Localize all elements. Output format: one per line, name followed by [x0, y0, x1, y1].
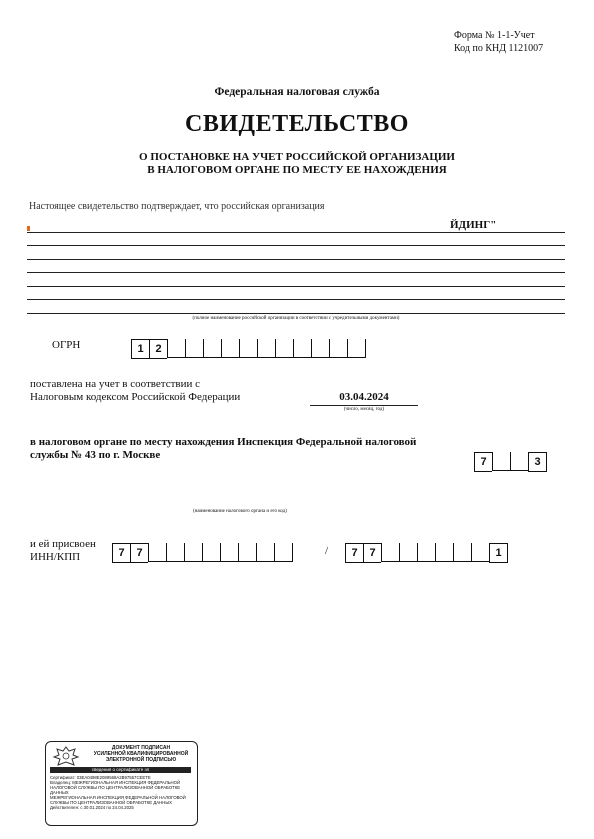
inn-kpp-separator: /: [325, 545, 329, 557]
ogrn-digit-cell: 1: [131, 339, 149, 359]
tax-code-digit-cell: [510, 452, 528, 471]
redaction-mark: [27, 226, 30, 231]
org-name-line: [27, 286, 565, 287]
inn-digit-cell: 7: [112, 543, 130, 563]
stamp-bar: сведения о сертификате эп: [50, 767, 191, 773]
inn-digit-cell: [220, 543, 238, 562]
kpp-digit-cell: [453, 543, 471, 562]
stamp-details: [50, 775, 191, 810]
stamp-head-line-2: УСИЛЕННОЙ КВАЛИФИЦИРОВАННОЙ: [93, 751, 189, 757]
kpp-cells: [345, 543, 508, 563]
kpp-digit-cell: [417, 543, 435, 562]
inn-digit-cell: [274, 543, 293, 562]
stamp-owner: Владелец: МЕЖРЕГИОНАЛЬНАЯ ИНСПЕКЦИЯ ФЕДЕРАЛЬНОЙ НАЛОГОВОЙ СЛУЖБЫ ПО ЦЕНТРАЛИЗОВАННОЙ ОБРАБОТКЕ ДАННЫХ: [50, 780, 181, 795]
form-header: [454, 29, 543, 55]
org-name-line: [27, 245, 565, 246]
stamp-valid: Действителен: с 30.01.2024 по 24.04.2025: [50, 805, 134, 810]
ogrn-digit-cell: [185, 339, 203, 358]
document-subtitle: [0, 151, 594, 177]
kpp-digit-cell: [435, 543, 453, 562]
ogrn-digit-cell: [347, 339, 366, 358]
ogrn-digit-cell: [293, 339, 311, 358]
stamp-head-line-3: ЭЛЕКТРОННОЙ ПОДПИСЬЮ: [105, 757, 177, 763]
ogrn-digit-cell: [167, 339, 185, 358]
org-name-line: [27, 232, 565, 233]
kpp-digit-cell: [471, 543, 489, 562]
knd-code: Код по КНД 1121007: [454, 43, 544, 54]
emblem-icon: [51, 745, 81, 767]
inn-digit-cell: [148, 543, 166, 562]
kpp-digit-cell: 1: [489, 543, 508, 563]
registration-date: 03.04.2024: [339, 391, 389, 403]
org-name-caption: (полное наименование российской организации в соответствии с учредительными документами): [192, 316, 400, 321]
org-name-line: [27, 259, 565, 260]
kpp-digit-cell: 7: [363, 543, 381, 563]
agency-name: Федеральная налоговая служба: [214, 86, 380, 98]
registration-line-2: Налоговым кодексом Российской Федерации: [30, 391, 241, 403]
ogrn-digit-cell: [275, 339, 293, 358]
certifies-text: Настоящее свидетельство подтверждает, что российская организация: [29, 201, 325, 212]
tax-authority-line-1: в налоговом органе по месту нахождения Инспекция Федеральной налоговой: [30, 436, 417, 448]
org-name-line: [27, 313, 565, 314]
inn-digit-cell: 7: [130, 543, 148, 563]
tax-authority-code-cells: [474, 452, 547, 472]
subtitle-line-1: О ПОСТАНОВКЕ НА УЧЕТ РОССИЙСКОЙ ОРГАНИЗАЦИИ: [139, 151, 455, 163]
ogrn-digit-cell: [221, 339, 239, 358]
signature-stamp: [45, 741, 198, 826]
tax-code-digit-cell: 7: [474, 452, 492, 472]
inn-digit-cell: [202, 543, 220, 562]
ogrn-cells: [131, 339, 366, 359]
org-name-line: [27, 299, 565, 300]
ogrn-digit-cell: [257, 339, 275, 358]
ogrn-digit-cell: [329, 339, 347, 358]
registration-line-1: поставлена на учет в соответствии с: [30, 378, 201, 390]
inn-kpp-line-1: и ей присвоен: [30, 538, 96, 550]
inn-digit-cell: [166, 543, 184, 562]
ogrn-digit-cell: 2: [149, 339, 167, 359]
date-caption: (число, месяц, год): [343, 407, 385, 412]
ogrn-label: ОГРН: [52, 339, 81, 351]
inn-digit-cell: [238, 543, 256, 562]
tax-authority-text: [30, 436, 416, 462]
inn-digit-cell: [256, 543, 274, 562]
document-title: СВИДЕТЕЛЬСТВО: [185, 111, 409, 137]
tax-authority-line-2: службы № 43 по г. Москве: [30, 449, 161, 461]
form-number: Форма № 1-1-Учет: [454, 30, 535, 41]
stamp-heading: [88, 745, 194, 763]
org-name-fragment: ЙДИНГ": [450, 219, 497, 231]
kpp-digit-cell: [399, 543, 417, 562]
org-name-line: [27, 272, 565, 273]
inn-kpp-label: ИНН/КПП: [30, 551, 81, 563]
ogrn-digit-cell: [311, 339, 329, 358]
stamp-certificate: Сертификат: 03EA0498E2089568A2B97557CEETE: [50, 775, 151, 780]
ogrn-digit-cell: [203, 339, 221, 358]
tax-code-digit-cell: [492, 452, 510, 471]
inn-digit-cell: [184, 543, 202, 562]
date-line: [310, 405, 418, 406]
tax-code-digit-cell: 3: [528, 452, 547, 472]
tax-authority-caption: (наименование налогового органа и его код): [193, 509, 287, 514]
kpp-digit-cell: 7: [345, 543, 363, 563]
stamp-head-line-1: ДОКУМЕНТ ПОДПИСАН: [111, 745, 171, 751]
ogrn-digit-cell: [239, 339, 257, 358]
inn-kpp-text: [30, 538, 96, 564]
kpp-digit-cell: [381, 543, 399, 562]
stamp-issuer: МЕЖРЕГИОНАЛЬНАЯ ИНСПЕКЦИЯ ФЕДЕРАЛЬНОЙ НАЛОГОВОЙ СЛУЖБЫ ПО ЦЕНТРАЛИЗОВАННОЙ ОБРАБОТКЕ ДАННЫХ: [50, 795, 186, 805]
registration-text: [30, 378, 240, 404]
subtitle-line-2: В НАЛОГОВОМ ОРГАНЕ ПО МЕСТУ ЕЕ НАХОЖДЕНИЯ: [147, 164, 447, 176]
inn-cells: [112, 543, 293, 563]
